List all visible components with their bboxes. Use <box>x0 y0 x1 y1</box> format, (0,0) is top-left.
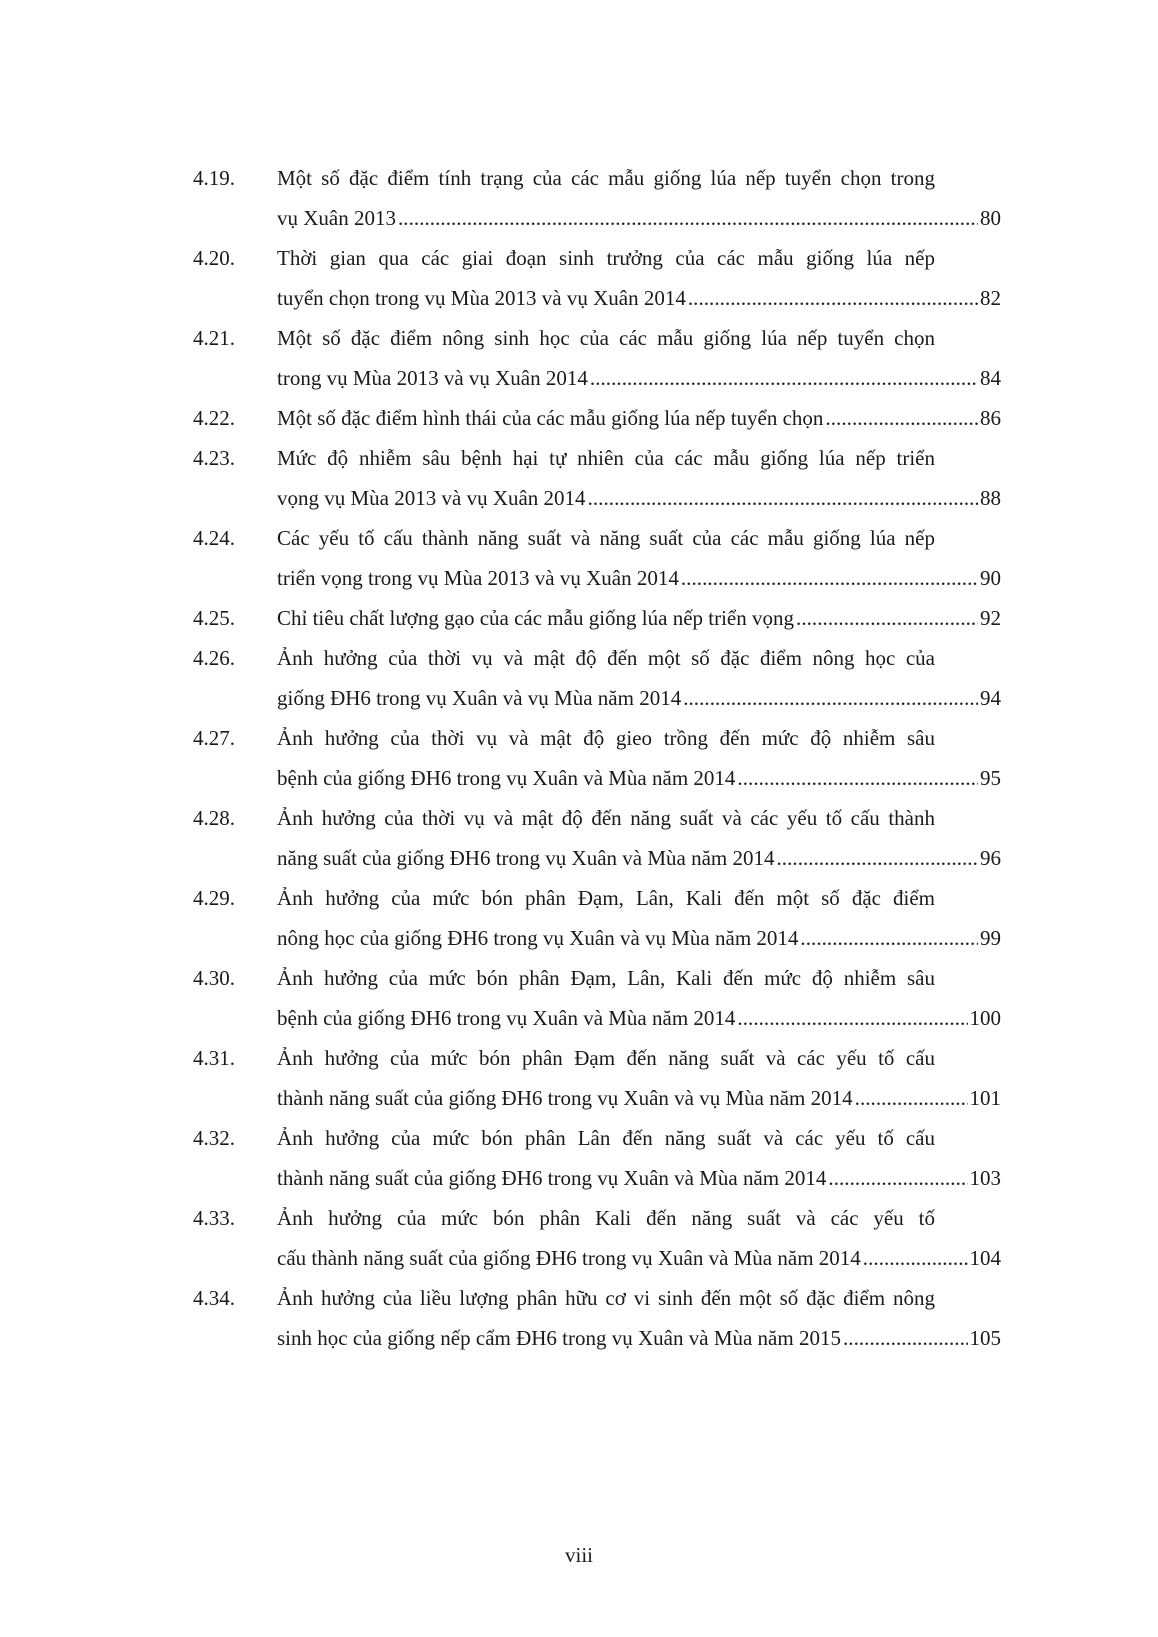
toc-entry-page: 99 <box>980 926 1001 950</box>
toc-entry-page: 80 <box>980 206 1001 230</box>
dot-leader <box>777 838 979 878</box>
toc-entry-title-line: Ảnh hưởng của thời vụ và mật độ đến năng suất và các yếu tố cấu thành <box>277 806 935 830</box>
toc-entry-title-end: thành năng suất của giống ĐH6 trong vụ Xuân và vụ Mùa năm 2014 <box>277 1086 853 1110</box>
toc-entry[interactable] <box>193 798 1001 878</box>
toc-entry-title-end: giống ĐH6 trong vụ Xuân và vụ Mùa năm 2014 <box>277 686 682 710</box>
toc-entry-page: 95 <box>980 766 1001 790</box>
toc-entry-title-line: Ảnh hưởng của thời vụ và mật độ gieo trồng đến mức độ nhiễm sâu <box>277 726 935 750</box>
toc-entry-number: 4.28. <box>193 806 235 830</box>
toc-entry-title-end: vụ Xuân 2013 <box>277 206 396 230</box>
toc-entry-last-line <box>277 598 1001 638</box>
toc-entry-page: 96 <box>980 846 1001 870</box>
toc-entry-title-end: vọng vụ Mùa 2013 và vụ Xuân 2014 <box>277 486 586 510</box>
toc-entry[interactable] <box>193 1118 1001 1198</box>
toc-entry-page: 88 <box>980 486 1001 510</box>
toc-entry-title-line: Ảnh hưởng của mức bón phân Kali đến năng suất và các yếu tố <box>277 1206 935 1230</box>
dot-leader <box>863 1238 968 1278</box>
toc-entry-page: 104 <box>969 1246 1001 1270</box>
toc-entry-last-line <box>277 1238 1001 1278</box>
toc-entry[interactable] <box>193 1198 1001 1278</box>
toc-entry-title-line: Các yếu tố cấu thành năng suất và năng suất của các mẫu giống lúa nếp <box>277 526 935 550</box>
toc-entry-number: 4.32. <box>193 1126 235 1150</box>
toc-entry-number: 4.34. <box>193 1286 235 1310</box>
toc-entry-number: 4.20. <box>193 246 235 270</box>
toc-entry[interactable] <box>193 718 1001 798</box>
toc-entry-title-end: triển vọng trong vụ Mùa 2013 và vụ Xuân 2014 <box>277 566 679 590</box>
toc-entry-title-end: bệnh của giống ĐH6 trong vụ Xuân và Mùa năm 2014 <box>277 766 736 790</box>
toc-entry-last-line <box>277 478 1001 518</box>
toc-entry[interactable] <box>193 398 1001 438</box>
toc-entry-title-end: bệnh của giống ĐH6 trong vụ Xuân và Mùa năm 2014 <box>277 1006 736 1030</box>
dot-leader <box>843 1318 968 1358</box>
toc-entry-page: 92 <box>980 606 1001 630</box>
toc-entry[interactable] <box>193 518 1001 598</box>
toc-entry-title-line: Ảnh hưởng của thời vụ và mật độ đến một số đặc điểm nông học của <box>277 646 935 670</box>
toc-entry-last-line <box>277 198 1001 238</box>
toc-entry-last-line <box>277 398 1001 438</box>
dot-leader <box>855 1078 968 1118</box>
toc-entry-last-line <box>277 758 1001 798</box>
toc-entry-title-line: Ảnh hưởng của mức bón phân Đạm đến năng suất và các yếu tố cấu <box>277 1046 935 1070</box>
toc-entry-page: 105 <box>969 1326 1001 1350</box>
dot-leader <box>737 758 978 798</box>
toc-entry-title-line: Ảnh hưởng của liều lượng phân hữu cơ vi sinh đến một số đặc điểm nông <box>277 1286 935 1310</box>
dot-leader <box>688 278 978 318</box>
toc-entry[interactable] <box>193 958 1001 1038</box>
toc-entry-title-end: thành năng suất của giống ĐH6 trong vụ Xuân và Mùa năm 2014 <box>277 1166 827 1190</box>
toc-entry-number: 4.21. <box>193 326 235 350</box>
dot-leader <box>683 678 978 718</box>
toc-entry-number: 4.27. <box>193 726 235 750</box>
toc-entry-title-line: Một số đặc điểm tính trạng của các mẫu giống lúa nếp tuyển chọn trong <box>277 166 935 190</box>
toc-entry-title-end: cấu thành năng suất của giống ĐH6 trong vụ Xuân và Mùa năm 2014 <box>277 1246 861 1270</box>
toc-entry[interactable] <box>193 438 1001 518</box>
toc-entry[interactable] <box>193 638 1001 718</box>
toc-entry[interactable] <box>193 158 1001 238</box>
toc-entry[interactable] <box>193 1038 1001 1118</box>
toc-entry-title-line: Mức độ nhiễm sâu bệnh hại tự nhiên của các mẫu giống lúa nếp triển <box>277 446 935 470</box>
toc-entry-title-end: sinh học của giống nếp cẩm ĐH6 trong vụ Xuân và Mùa năm 2015 <box>277 1326 841 1350</box>
toc-entry-last-line <box>277 838 1001 878</box>
toc-entry-page: 84 <box>980 366 1001 390</box>
toc-entry-last-line <box>277 998 1001 1038</box>
toc-entry[interactable] <box>193 318 1001 398</box>
toc-entry-last-line <box>277 358 1001 398</box>
dot-leader <box>590 358 978 398</box>
toc-entry-title-end: Chỉ tiêu chất lượng gạo của các mẫu giống lúa nếp triển vọng <box>277 606 795 630</box>
toc-entry-title-line: Thời gian qua các giai đoạn sinh trưởng của các mẫu giống lúa nếp <box>277 246 935 270</box>
toc-entry-number: 4.30. <box>193 966 235 990</box>
toc-entry-number: 4.22. <box>193 406 235 430</box>
toc-entry-last-line <box>277 278 1001 318</box>
toc-entry-number: 4.25. <box>193 606 235 630</box>
toc-entry-page: 86 <box>980 406 1001 430</box>
toc-entry-last-line <box>277 678 1001 718</box>
dot-leader <box>398 198 978 238</box>
toc-entry-last-line <box>277 1078 1001 1118</box>
toc-entry[interactable] <box>193 1278 1001 1358</box>
toc-entry[interactable] <box>193 878 1001 958</box>
toc-entry-title-line: Ảnh hưởng của mức bón phân Đạm, Lân, Kali đến mức độ nhiễm sâu <box>277 966 935 990</box>
dot-leader <box>737 998 967 1038</box>
toc-entry-number: 4.29. <box>193 886 235 910</box>
toc-entry-page: 100 <box>969 1006 1001 1030</box>
dot-leader <box>825 398 978 438</box>
toc-entry-page: 90 <box>980 566 1001 590</box>
toc-entry-page: 101 <box>969 1086 1001 1110</box>
toc-entry-last-line <box>277 1318 1001 1358</box>
dot-leader <box>800 918 978 958</box>
toc-entry-number: 4.19. <box>193 166 235 190</box>
toc-entry-title-line: Một số đặc điểm nông sinh học của các mẫu giống lúa nếp tuyển chọn <box>277 326 935 350</box>
toc-entry-title-end: nông học của giống ĐH6 trong vụ Xuân và vụ Mùa năm 2014 <box>277 926 799 950</box>
dot-leader <box>681 558 978 598</box>
toc-entry-title-end: tuyển chọn trong vụ Mùa 2013 và vụ Xuân 2014 <box>277 286 686 310</box>
dot-leader <box>828 1158 967 1198</box>
toc-entry-last-line <box>277 558 1001 598</box>
toc-entry-title-end: năng suất của giống ĐH6 trong vụ Xuân và Mùa năm 2014 <box>277 846 775 870</box>
dot-leader <box>588 478 978 518</box>
toc-entry-title-line: Ảnh hưởng của mức bón phân Đạm, Lân, Kali đến một số đặc điểm <box>277 886 935 910</box>
toc-entry[interactable] <box>193 238 1001 318</box>
toc-entry-last-line <box>277 918 1001 958</box>
toc-entry[interactable] <box>193 598 1001 638</box>
toc-entry-title-end: Một số đặc điểm hình thái của các mẫu giống lúa nếp tuyển chọn <box>277 406 824 430</box>
dot-leader <box>796 598 978 638</box>
toc-entry-number: 4.26. <box>193 646 235 670</box>
toc-entry-number: 4.23. <box>193 446 235 470</box>
toc-entry-number: 4.24. <box>193 526 235 550</box>
toc-entry-number: 4.33. <box>193 1206 235 1230</box>
toc-entry-page: 82 <box>980 286 1001 310</box>
page-number-footer: viii <box>564 1543 593 1567</box>
toc-entry-page: 94 <box>980 686 1001 710</box>
toc-entry-number: 4.31. <box>193 1046 235 1070</box>
list-of-tables <box>193 158 1001 1358</box>
toc-entry-title-line: Ảnh hưởng của mức bón phân Lân đến năng suất và các yếu tố cấu <box>277 1126 935 1150</box>
toc-entry-last-line <box>277 1158 1001 1198</box>
toc-entry-page: 103 <box>969 1166 1001 1190</box>
toc-entry-title-end: trong vụ Mùa 2013 và vụ Xuân 2014 <box>277 366 588 390</box>
